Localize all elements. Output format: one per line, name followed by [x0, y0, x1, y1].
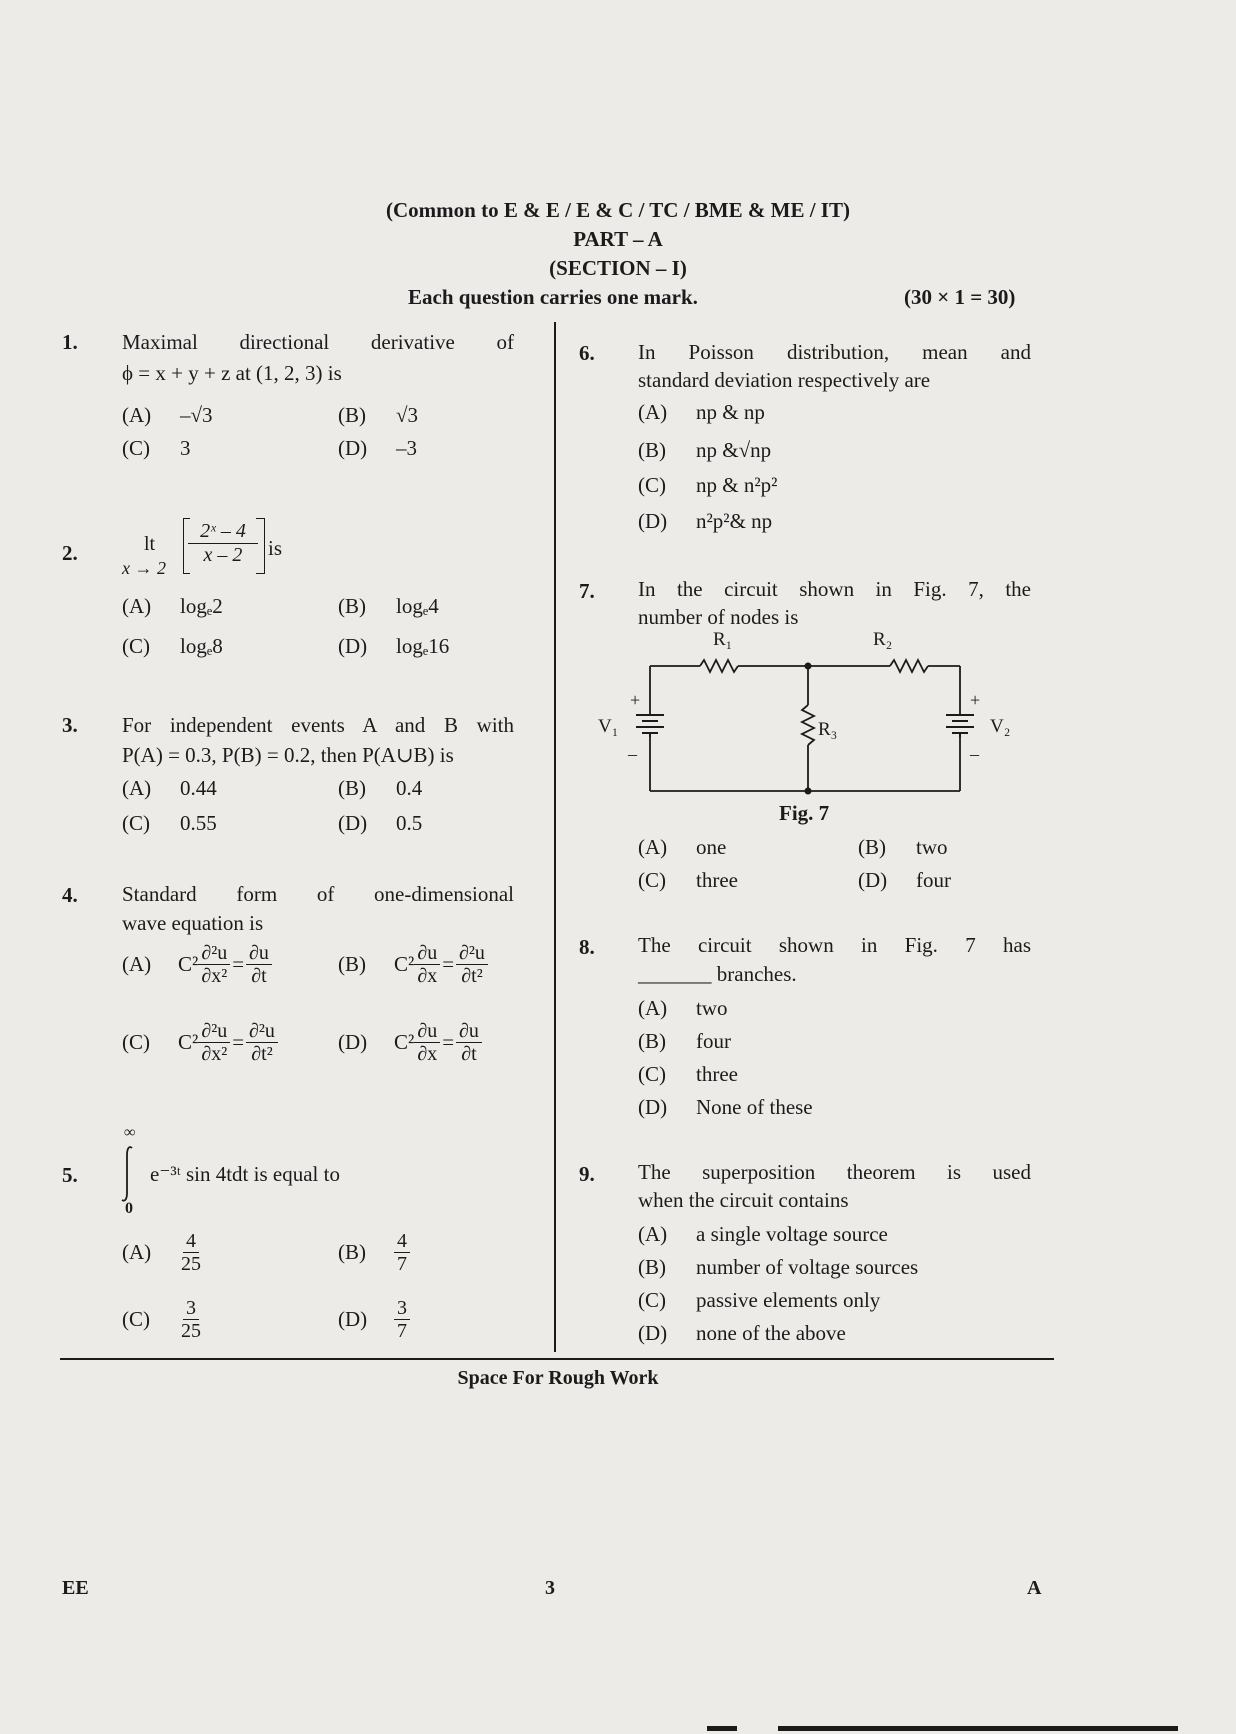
option: (A) one	[638, 835, 727, 859]
question-number: 6.	[579, 341, 595, 365]
question-text: when the circuit contains	[638, 1188, 849, 1212]
question-text: wave equation is	[122, 911, 264, 935]
label-v1: V₁	[598, 716, 619, 737]
column-divider	[554, 322, 556, 1352]
question-text: standard deviation respectively are	[638, 368, 931, 392]
label-r1: R₁	[713, 629, 733, 650]
option: (B) number of voltage sources	[638, 1255, 919, 1279]
header-instruction: Each question carries one mark.	[408, 285, 698, 309]
integral-lower: 0	[125, 1200, 133, 1217]
footer-code: EE	[62, 1577, 89, 1599]
footer-series: A	[1027, 1577, 1042, 1599]
option: (C) $\frac{3}{25}$	[122, 1297, 201, 1342]
option: (B) √3	[338, 403, 419, 427]
option: (B) 0.4	[338, 776, 423, 800]
integral-upper: ∞	[124, 1124, 136, 1141]
option: (D) logₑ16	[338, 634, 450, 658]
option: (C) three	[638, 1062, 738, 1086]
fraction: 2ˣ – 4 x – 2	[188, 520, 258, 567]
header-common: (Common to E & E / E & C / TC / BME & ME / IT)	[386, 198, 850, 222]
integral-sign	[120, 1145, 136, 1203]
bottom-rule	[60, 1358, 1054, 1360]
node-dot	[805, 663, 812, 670]
question-text: is	[268, 536, 283, 560]
label-v1-minus: –	[628, 744, 637, 764]
question-text: P(A) = 0.3, P(B) = 0.2, then P(A∪B) is	[122, 743, 454, 767]
option: (A) logₑ2	[122, 594, 223, 618]
option: (A) $\frac{4}{25}$	[122, 1230, 201, 1275]
label-r2: R₂	[873, 629, 893, 650]
option: (C) passive elements only	[638, 1288, 881, 1312]
option: (B) np &√np	[638, 438, 772, 462]
question-number: 4.	[62, 883, 78, 907]
label-v2-minus: –	[970, 744, 979, 764]
question-number: 5.	[62, 1163, 78, 1187]
option: (D) C² $\frac{\partial u}{\partial x}$ = $\frac{\partial u}{\partial t}$	[338, 1020, 482, 1065]
question-number: 2.	[62, 541, 78, 565]
option: (D) –3	[338, 436, 417, 460]
option: (D) none of the above	[638, 1321, 846, 1345]
question-text: In Poisson distribution, mean and	[638, 340, 1031, 364]
question-text: Standard form of one-dimensional	[122, 882, 514, 906]
scan-edge	[778, 1726, 1178, 1731]
rough-work-label: Space For Rough Work	[457, 1367, 659, 1389]
question-text: _______ branches.	[638, 962, 797, 986]
option: (B) logₑ4	[338, 594, 439, 618]
label-v1-plus: +	[630, 690, 641, 710]
option: (B) C² $\frac{\partial u}{\partial x}$ = $\frac{\text{∂²u}}{\text{∂t²}}$	[338, 942, 488, 987]
option: (C) three	[638, 868, 738, 892]
label-r3: R₃	[818, 719, 838, 740]
limit-subscript: x → 2	[122, 558, 166, 578]
option: (D) 0.5	[338, 811, 423, 835]
question-number: 8.	[579, 935, 595, 959]
question-number: 9.	[579, 1162, 595, 1186]
page-number: 3	[545, 1577, 555, 1599]
scan-edge	[707, 1726, 737, 1731]
option: (B) two	[858, 835, 948, 859]
node-dot	[805, 788, 812, 795]
question-text: e⁻³ᵗ sin 4tdt is equal to	[150, 1162, 340, 1186]
label-v2-plus: +	[970, 690, 981, 710]
option: (C) C² $\frac{\text{∂²u}}{\text{∂x²}}$ = $\frac{\text{∂²u}}{\text{∂t²}}$	[122, 1020, 278, 1065]
question-text: The circuit shown in Fig. 7 has	[638, 933, 1031, 957]
circuit-diagram	[590, 625, 1030, 815]
question-text: In the circuit shown in Fig. 7, the	[638, 577, 1031, 601]
question-number: 7.	[579, 579, 595, 603]
limit-symbol: lt	[144, 533, 156, 555]
option: (A) a single voltage source	[638, 1222, 888, 1246]
figure-caption: Fig. 7	[779, 801, 830, 825]
question-text: The superposition theorem is used	[638, 1160, 1031, 1184]
question-number: 1.	[62, 330, 78, 354]
option: (A) 0.44	[122, 776, 217, 800]
option: (A) –√3	[122, 403, 213, 427]
question-text: ϕ = x + y + z at (1, 2, 3) is	[122, 361, 342, 385]
question-number: 3.	[62, 713, 78, 737]
label-v2: V₂	[990, 716, 1011, 737]
option: (D) $\frac{3}{7}$	[338, 1297, 410, 1342]
option: (A) C² $\frac{\text{∂²u}}{\text{∂x²}}$ = $\frac{\partial u}{\partial t}$	[122, 942, 272, 987]
option: (C) logₑ8	[122, 634, 223, 658]
header-part: PART – A	[573, 227, 663, 251]
question-text: number of nodes is	[638, 605, 799, 629]
option: (D) None of these	[638, 1095, 813, 1119]
option: (D) n²p²& np	[638, 509, 773, 533]
question-text: Maximal directional derivative of	[122, 330, 514, 354]
option: (A) two	[638, 996, 728, 1020]
option: (B) $\frac{4}{7}$	[338, 1230, 410, 1275]
option: (B) four	[638, 1029, 731, 1053]
option: (C) 0.55	[122, 811, 217, 835]
header-section: (SECTION – I)	[549, 256, 687, 280]
question-text: For independent events A and B with	[122, 713, 514, 737]
option: (C) np & n²p²	[638, 473, 778, 497]
option: (C) 3	[122, 436, 191, 460]
option: (D) four	[858, 868, 951, 892]
option: (A) np & np	[638, 400, 765, 424]
header-marks: (30 × 1 = 30)	[904, 285, 1016, 309]
